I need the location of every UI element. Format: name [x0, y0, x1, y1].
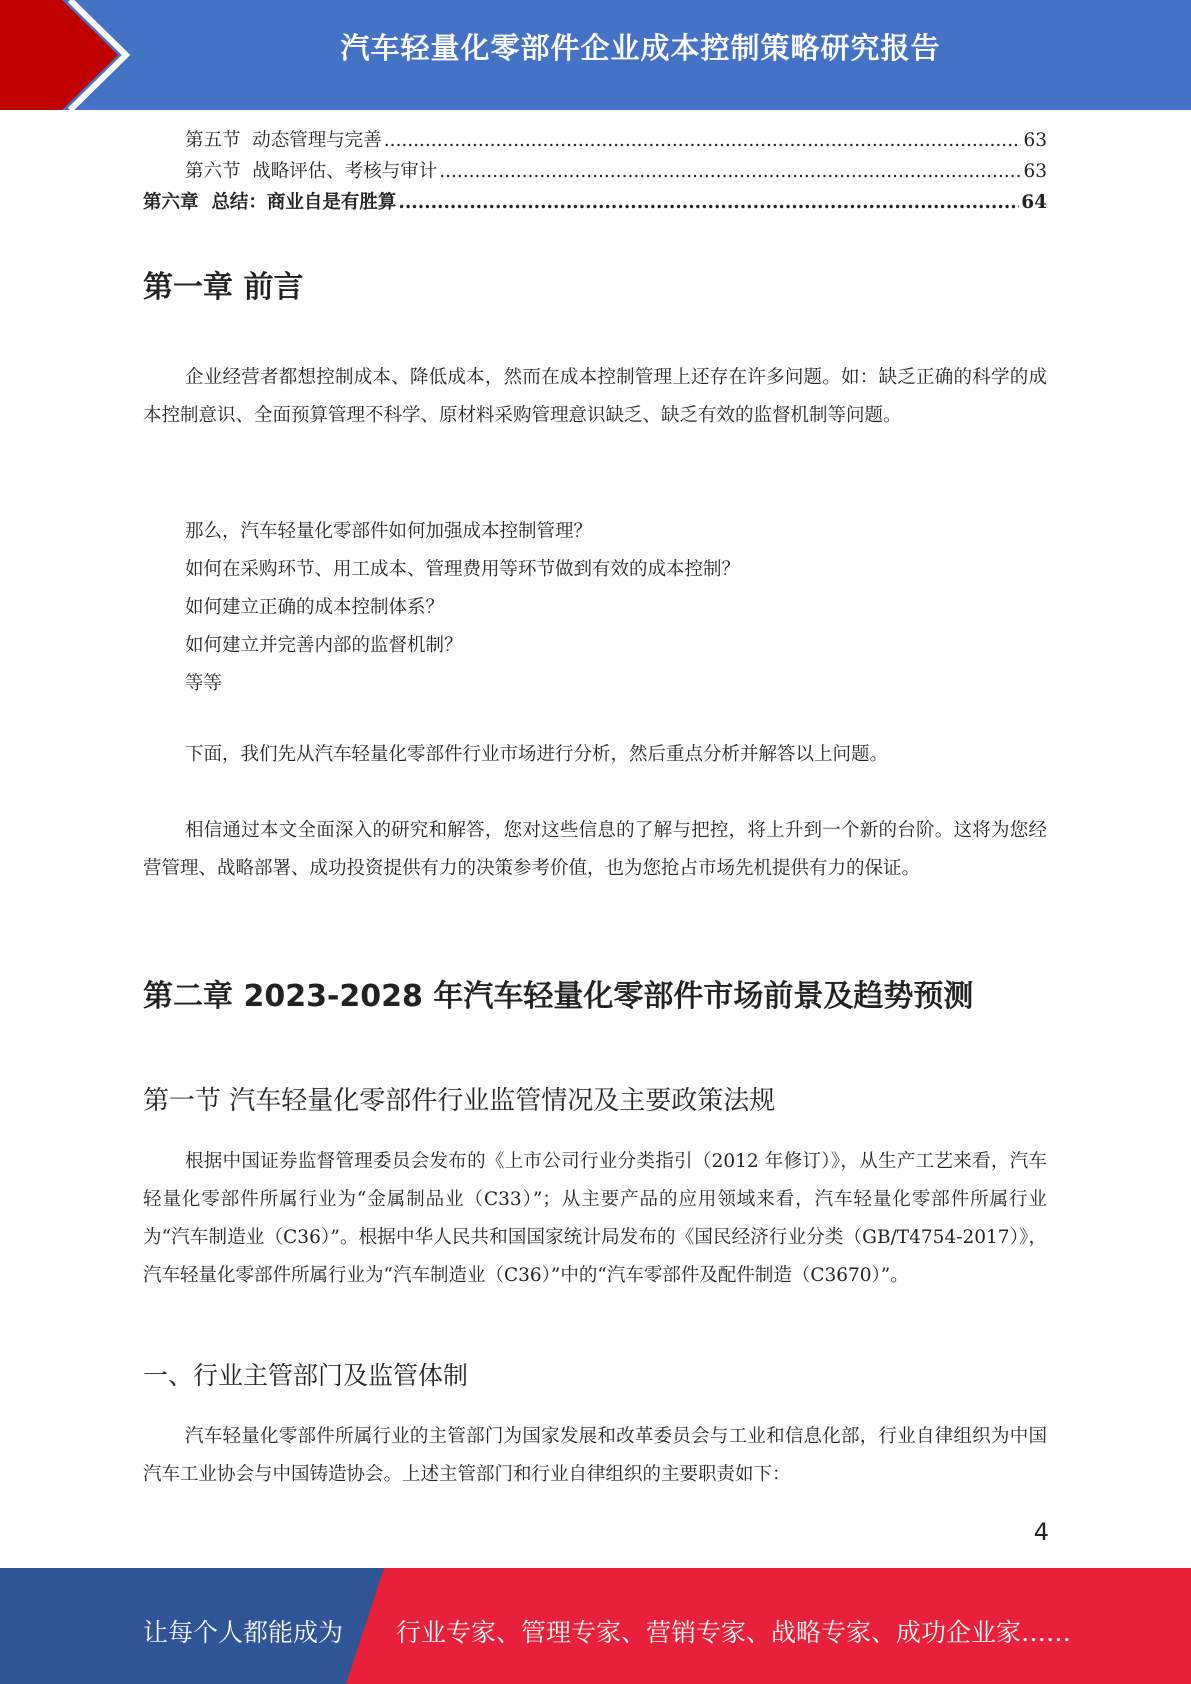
subsection-1-paragraph: 汽车轻量化零部件所属行业的主管部门为国家发展和改革委员会与工业和信息化部，行业自律组织为中国汽车工业协会与中国铸造协会。上述主管部门和行业自律组织的主要职责如下： [143, 1426, 1047, 1485]
subsection-1-heading: 一、行业主管部门及监管体制 [143, 1361, 469, 1390]
toc-entry-title: 第五节 动态管理与完善 [185, 130, 382, 151]
page-content [143, 126, 1047, 1485]
page-header [0, 0, 1191, 110]
table-of-contents [143, 126, 1047, 219]
toc-leader-dots [439, 161, 1021, 182]
toc-entry-title: 第六节 战略评估、考核与审计 [185, 161, 438, 182]
section-1-paragraph: 根据中国证券监督管理委员会发布的《上市公司行业分类指引（2012 年修订）》，从生产工艺来看，汽车轻量化零部件所属行业为“金属制品业（C33）”；从主要产品的应用领域来看，汽车轻量化零部件所属行业为“汽车制造业（C36）”。根据中华人民共和国国家统计局发布的《国民经济行业分类（GB/T4754-2017）》，汽车轻量化零部件所属行业为“汽车制造业（C36）”中的“汽车零部件及配件制造（C3670）”。 [143, 1151, 1047, 1286]
chapter-1-heading: 第一章 前言 [143, 270, 304, 305]
chapter-1-paragraph-2: 下面，我们先从汽车轻量化零部件行业市场进行分析，然后重点分析并解答以上问题。 [185, 744, 889, 765]
chapter-1-paragraph-3: 相信通过本文全面深入的研究和解答，您对这些信息的了解与把控，将上升到一个新的台阶。这将为您经营管理、战略部署、成功投资提供有力的决策参考价值，也为您抢占市场先机提供有力的保证。 [143, 820, 1047, 879]
toc-entry-chapter[interactable] [143, 188, 1047, 219]
section-1-heading: 第一节 汽车轻量化零部件行业监管情况及主要政策法规 [143, 1086, 776, 1116]
toc-entry[interactable] [143, 157, 1047, 188]
toc-leader-dots [384, 130, 1022, 151]
toc-leader-dots [398, 192, 1019, 213]
chapter-2-heading: 第二章 2023-2028 年汽车轻量化零部件市场前景及趋势预测 [143, 979, 974, 1014]
question-line: 如何在采购环节、用工成本、管理费用等环节做到有效的成本控制？ [185, 559, 741, 580]
header-arrow-decoration [0, 0, 160, 110]
question-line: 如何建立并完善内部的监督机制？ [185, 635, 463, 656]
toc-entry-title: 第六章 总结：商业自是有胜算 [143, 192, 397, 213]
toc-entry[interactable] [143, 126, 1047, 157]
question-line: 如何建立正确的成本控制体系？ [185, 597, 445, 618]
question-line: 那么，汽车轻量化零部件如何加强成本控制管理？ [185, 521, 593, 542]
toc-entry-page: 63 [1023, 161, 1047, 182]
footer-slogan-left: 让每个人都能成为 [143, 1618, 344, 1647]
report-title: 汽车轻量化零部件企业成本控制策略研究报告 [340, 31, 941, 65]
footer-slogan-right: 行业专家、管理专家、营销专家、战略专家、成功企业家…… [396, 1618, 1072, 1647]
page-footer [0, 1568, 1191, 1684]
question-line: 等等 [185, 673, 223, 694]
page-number: 4 [1033, 1518, 1049, 1546]
toc-entry-page: 63 [1023, 130, 1047, 151]
toc-entry-page: 64 [1021, 192, 1047, 213]
chapter-1-paragraph-1: 企业经营者都想控制成本、降低成本，然而在成本控制管理上还存在许多问题。如：缺乏正确的科学的成本控制意识、全面预算管理不科学、原材料采购管理意识缺乏、缺乏有效的监督机制等问题。 [143, 367, 1047, 426]
